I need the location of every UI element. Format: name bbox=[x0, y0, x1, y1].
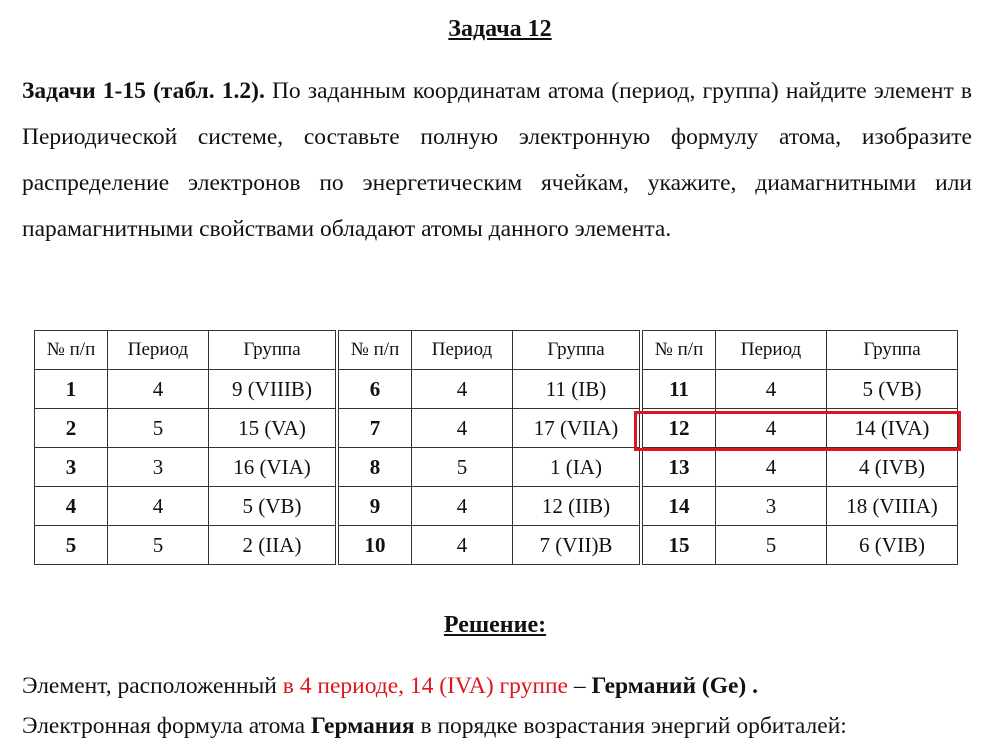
header-cell: № п/п bbox=[337, 331, 412, 370]
header-cell: № п/п bbox=[641, 331, 716, 370]
header-cell: Группа bbox=[209, 331, 338, 370]
table-cell: 6 (VIB) bbox=[827, 526, 958, 565]
table-cell: 8 bbox=[337, 448, 412, 487]
table-row bbox=[35, 526, 958, 565]
table-cell: 11 (IB) bbox=[513, 370, 642, 409]
table-cell: 5 (VB) bbox=[827, 370, 958, 409]
table-cell: 5 bbox=[108, 526, 209, 565]
task-statement bbox=[22, 68, 972, 252]
table-row bbox=[35, 370, 958, 409]
header-cell: Период bbox=[412, 331, 513, 370]
table-cell: 17 (VIIA) bbox=[513, 409, 642, 448]
table-cell: 6 bbox=[337, 370, 412, 409]
table-cell: 7 bbox=[337, 409, 412, 448]
table-row bbox=[35, 448, 958, 487]
answer-line bbox=[22, 668, 982, 704]
table-cell: 4 bbox=[412, 409, 513, 448]
table-cell: 4 bbox=[108, 370, 209, 409]
solution-title: Решение: bbox=[443, 612, 547, 638]
table-cell: 5 bbox=[108, 409, 209, 448]
table-cell: 4 bbox=[412, 526, 513, 565]
table-cell: 3 bbox=[35, 448, 108, 487]
formula-text-end: в порядке возрастания энергий орбиталей: bbox=[414, 713, 847, 739]
table-cell: 3 bbox=[716, 487, 827, 526]
table-cell: 4 bbox=[716, 448, 827, 487]
table-cell: 4 bbox=[716, 370, 827, 409]
table-cell: 3 bbox=[108, 448, 209, 487]
task-text: По заданным координатам атома (период, группа) найдите элемент в Периодической системе, составьте полную электронную формулу атома, изобразите распределение электронов по энергетическим ячейкам, укажите, диамагнитными или парамагнитными свойствами обладают атомы данного элемента. bbox=[22, 78, 972, 242]
table-header-row bbox=[35, 331, 958, 370]
formula-text: Электронная формула атома bbox=[22, 713, 311, 739]
table-cell: 15 bbox=[641, 526, 716, 565]
page-title: Задача 12 bbox=[448, 16, 552, 42]
table-cell: 2 bbox=[35, 409, 108, 448]
table-cell: 5 bbox=[412, 448, 513, 487]
table-cell: 1 bbox=[35, 370, 108, 409]
task-lead: Задачи 1-15 (табл. 1.2). bbox=[22, 78, 265, 104]
coordinates-table bbox=[34, 330, 958, 565]
table-cell: 16 (VIA) bbox=[209, 448, 338, 487]
table-cell: 5 bbox=[716, 526, 827, 565]
table-cell: 14 (IVA) bbox=[827, 409, 958, 448]
answer-text: Элемент, расположенный bbox=[22, 673, 283, 699]
table-cell: 9 (VIIIB) bbox=[209, 370, 338, 409]
table-cell: 4 bbox=[412, 370, 513, 409]
table-cell: 4 bbox=[412, 487, 513, 526]
table-cell: 1 (IA) bbox=[513, 448, 642, 487]
table-cell: 4 (IVB) bbox=[827, 448, 958, 487]
table-cell: 18 (VIIIA) bbox=[827, 487, 958, 526]
table-cell: 4 bbox=[108, 487, 209, 526]
header-cell: Группа bbox=[827, 331, 958, 370]
table-cell: 7 (VII)B bbox=[513, 526, 642, 565]
header-cell: Период bbox=[716, 331, 827, 370]
answer-highlight: в 4 периоде, 14 (IVA) группе bbox=[282, 673, 568, 699]
table-cell: 10 bbox=[337, 526, 412, 565]
table-row bbox=[35, 409, 958, 448]
table-cell: 15 (VA) bbox=[209, 409, 338, 448]
formula-element: Германия bbox=[310, 713, 415, 739]
table-cell: 4 bbox=[35, 487, 108, 526]
formula-line bbox=[22, 708, 982, 744]
header-cell: № п/п bbox=[35, 331, 108, 370]
table-cell: 11 bbox=[641, 370, 716, 409]
table-cell: 14 bbox=[641, 487, 716, 526]
table-cell: 4 bbox=[716, 409, 827, 448]
table-cell: 12 (IIB) bbox=[513, 487, 642, 526]
table-cell: 9 bbox=[337, 487, 412, 526]
header-cell: Период bbox=[108, 331, 209, 370]
table-cell: 5 (VB) bbox=[209, 487, 338, 526]
table-cell: 5 bbox=[35, 526, 108, 565]
table-row bbox=[35, 487, 958, 526]
table-cell: 12 bbox=[641, 409, 716, 448]
element-name: Германий (Ge) . bbox=[591, 673, 758, 699]
header-cell: Группа bbox=[513, 331, 642, 370]
answer-dash: – bbox=[567, 673, 592, 699]
table-cell: 13 bbox=[641, 448, 716, 487]
table-cell: 2 (IIA) bbox=[209, 526, 338, 565]
